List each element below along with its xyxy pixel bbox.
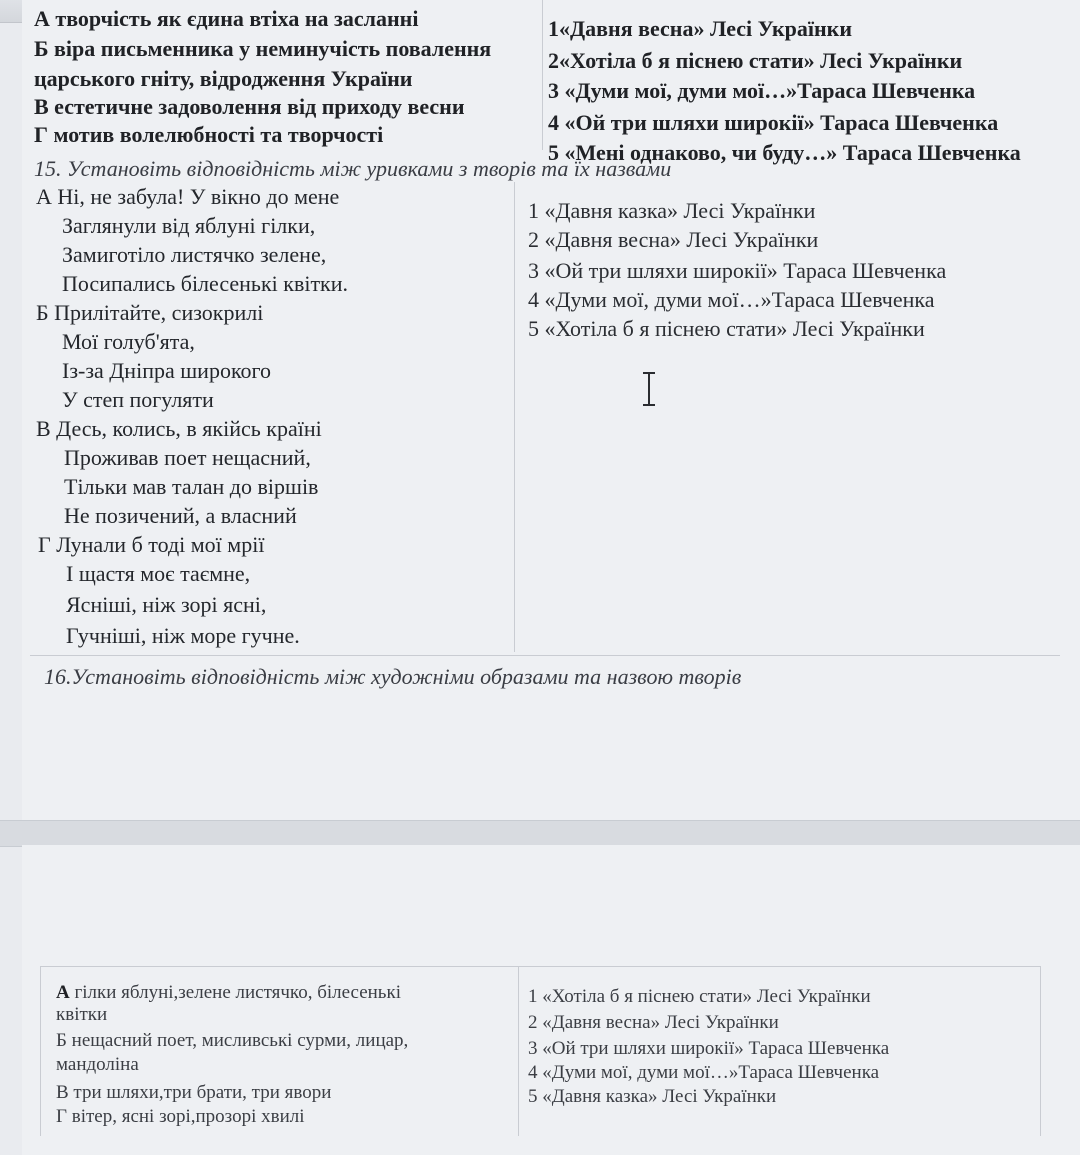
task15-excerpt-line: Заглянули від яблуні гілки, xyxy=(62,213,316,238)
task16-image-item: Г вітер, ясні зорі,прозорі хвилі xyxy=(56,1106,305,1127)
task14-left-item: Г мотив волелюбності та творчості xyxy=(34,122,384,147)
task15-excerpt-line: Б Прилітайте, сизокрилі xyxy=(36,300,264,325)
task16-title-item: 1 «Хотіла б я піснею стати» Лесі Українки xyxy=(528,986,871,1007)
table-left-border xyxy=(40,966,41,1136)
task15-title-item: 3 «Ой три шляхи широкії» Тараса Шевченка xyxy=(528,258,947,283)
task16-image-item: мандоліна xyxy=(56,1054,139,1075)
task16-question: 16.Установіть відповідність між художніми образами та назвою творів xyxy=(44,664,742,689)
task15-title-item: 4 «Думи мої, думи мої…»Тараса Шевченка xyxy=(528,287,935,312)
task14-right-item: 4 «Ой три шляхи широкії» Тараса Шевченка xyxy=(548,110,999,135)
task16-title-item: 2 «Давня весна» Лесі Українки xyxy=(528,1012,779,1033)
table-right-border xyxy=(1040,966,1041,1136)
task15-excerpt-line: Г Лунали б тоді мої мрії xyxy=(38,532,265,557)
task16-image-item: Б нещасний поет, мисливські сурми, лицар, xyxy=(56,1030,409,1051)
page-break-gap xyxy=(0,820,1080,847)
task16-title-item: 5 «Давня казка» Лесі Українки xyxy=(528,1086,777,1107)
task14-right-item: 3 «Думи мої, думи мої…»Тараса Шевченка xyxy=(548,78,976,103)
task14-right-item: 2«Хотіла б я піснею стати» Лесі Українки xyxy=(548,48,963,73)
task15-title-item: 2 «Давня весна» Лесі Українки xyxy=(528,227,819,252)
task16-title-item: 4 «Думи мої, думи мої…»Тараса Шевченка xyxy=(528,1062,880,1083)
task14-left-item: А творчість як єдина втіха на засланні xyxy=(34,6,419,31)
table-divider xyxy=(518,966,519,1136)
task14-left-item: царського гніту, відродження України xyxy=(34,66,413,91)
task15-excerpt-line: І щастя моє таємне, xyxy=(66,561,251,586)
task15-excerpt-line: Гучніші, ніж море гучне. xyxy=(66,623,300,648)
task15-excerpt-line: Із-за Дніпра широкого xyxy=(62,358,271,383)
task14-right-item: 5 «Мені однаково, чи буду…» Тараса Шевченка xyxy=(548,140,1021,165)
task15-excerpt-line: В Десь, колись, в якійсь країні xyxy=(36,416,322,441)
task15-question: 15. Установіть відповідність між уривками з творів та їх назвами xyxy=(34,156,672,181)
task15-excerpt-line: А Ні, не забула! У вікно до мене xyxy=(36,184,340,209)
task15-title-item: 1 «Давня казка» Лесі Українки xyxy=(528,198,816,223)
task15-excerpt-line: Ясніші, ніж зорі ясні, xyxy=(66,592,267,617)
task15-excerpt-line: Проживав поет нещасний, xyxy=(64,445,311,470)
table-divider xyxy=(542,0,543,150)
task16-image-item: А гілки яблуні,зелене листячко, білесенькі xyxy=(56,982,401,1003)
text-cursor-icon xyxy=(641,372,657,406)
document-page-2[interactable] xyxy=(22,845,1080,1155)
task15-excerpt-line: Замиготіло листячко зелене, xyxy=(62,242,327,267)
task15-excerpt-line: Тільки мав талан до віршів xyxy=(64,474,319,499)
task15-excerpt-line: У степ погуляти xyxy=(62,387,214,412)
table-top-border xyxy=(40,966,1040,967)
task14-left-item: Б віра письменника у неминучість повалення xyxy=(34,36,492,61)
task15-excerpt-line: Не позичений, а власний xyxy=(64,503,297,528)
task15-excerpt-line: Посипались білесенькі квітки. xyxy=(62,271,349,296)
table-bottom-border xyxy=(30,655,1060,656)
task15-title-item: 5 «Хотіла б я піснею стати» Лесі Українки xyxy=(528,316,925,341)
task16-image-item: В три шляхи,три брати, три явори xyxy=(56,1082,332,1103)
task16-image-text: гілки яблуні,зелене листячко, білесенькі xyxy=(74,982,401,1003)
task14-left-item: В естетичне задоволення від приходу весни xyxy=(34,94,465,119)
task16-title-item: 3 «Ой три шляхи широкії» Тараса Шевченка xyxy=(528,1038,890,1059)
document-page-1[interactable] xyxy=(22,0,1080,820)
table-divider xyxy=(514,182,515,652)
task15-excerpt-line: Мої голуб'ята, xyxy=(62,329,195,354)
task14-right-item: 1«Давня весна» Лесі Українки xyxy=(548,16,852,41)
task16-image-item: квітки xyxy=(56,1004,108,1025)
